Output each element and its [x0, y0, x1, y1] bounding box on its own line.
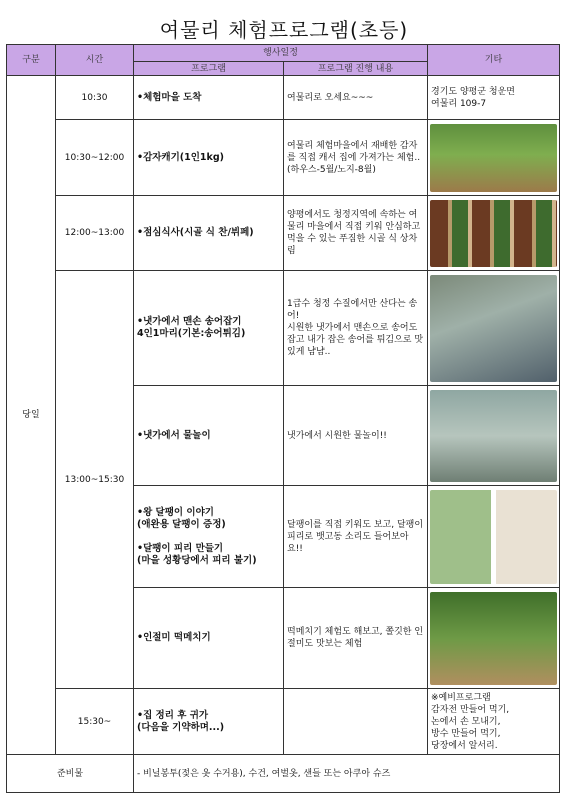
program-cell: •감자캐기(1인1kg)	[134, 120, 284, 196]
photo-cell	[428, 588, 560, 689]
content-cell: 여물리로 오세요~~~	[284, 76, 428, 120]
photo-cell	[428, 271, 560, 386]
snail-photo	[430, 490, 557, 584]
program-cell: •냇가에서 맨손 송어잡기 4인1마리(기본:송어튀김)	[134, 271, 284, 386]
header-progress: 프로그램 진행 내용	[284, 62, 428, 76]
table-row	[7, 76, 560, 120]
schedule-table	[6, 44, 560, 793]
water-play-photo	[430, 390, 557, 482]
etc-cell: 경기도 양평군 청운면 여물리 109-7	[428, 76, 560, 120]
header-schedule: 행사일정	[134, 45, 428, 62]
time-cell: 10:30~12:00	[56, 120, 134, 196]
program-cell: •집 정리 후 귀가 (다음을 기약하며...)	[134, 689, 284, 755]
potato-harvest-photo	[430, 124, 557, 192]
time-cell: 10:30	[56, 76, 134, 120]
table-row	[7, 689, 560, 755]
content-cell: 달팽이를 직접 키워도 보고, 달팽이 피리로 뱃고동 소리도 들어보아요!!	[284, 486, 428, 588]
content-cell: 양평에서도 청정지역에 속하는 여물리 마을에서 직접 키워 안심하고 먹을 수 있는 푸짐한 시골 식 상차림	[284, 196, 428, 271]
etc-cell: ※예비프로그램 감자전 만들어 먹기, 논에서 손 모내기, 방수 만들어 먹기, 당장에서 알서리.	[428, 689, 560, 755]
content-cell: 냇가에서 시원한 물놀이!!	[284, 386, 428, 486]
header-etc: 기타	[428, 45, 560, 76]
header-category: 구분	[7, 45, 56, 76]
prep-value: - 비닐봉투(젖은 옷 수거용), 수건, 여벌옷, 샌들 또는 아쿠아 슈즈	[134, 755, 560, 793]
rice-cake-pounding-photo	[430, 592, 557, 685]
time-cell: 12:00~13:00	[56, 196, 134, 271]
day-label: 당일	[7, 76, 56, 755]
table-row	[7, 120, 560, 196]
header-time: 시간	[56, 45, 134, 76]
program-cell: •체험마을 도착	[134, 76, 284, 120]
header-program: 프로그램	[134, 62, 284, 76]
time-cell: 13:00~15:30	[56, 271, 134, 689]
program-cell: •점심식사(시골 식 찬/뷔페)	[134, 196, 284, 271]
table-row	[7, 755, 560, 793]
trout-catching-photo	[430, 275, 557, 382]
photo-cell	[428, 196, 560, 271]
page-title: 여물리 체험프로그램(초등)	[159, 18, 409, 42]
table-row	[7, 271, 560, 386]
content-cell: 여물리 체험마을에서 재배한 감자를 직접 캐서 집에 가져가는 체험.. (하우스-5월/노지-8월)	[284, 120, 428, 196]
photo-cell	[428, 386, 560, 486]
program-cell: •냇가에서 물놀이	[134, 386, 284, 486]
program-cell: •인절미 떡메치기	[134, 588, 284, 689]
prep-label: 준비물	[7, 755, 134, 793]
content-cell: 떡메치기 체험도 해보고, 쫄깃한 인절미도 맛보는 체험	[284, 588, 428, 689]
lunch-food-photo	[430, 200, 557, 267]
program-cell: •왕 달팽이 이야기 (애완용 달팽이 증정) •달팽이 피리 만들기 (마을 성황당에서 피리 불기)	[134, 486, 284, 588]
content-cell	[284, 689, 428, 755]
photo-cell	[428, 120, 560, 196]
content-cell: 1급수 청정 수질에서만 산다는 송어! 시원한 냇가에서 맨손으로 송어도 잡고 내가 잡은 송어를 튀김으로 맛있게 냠냠..	[284, 271, 428, 386]
photo-cell	[428, 486, 560, 588]
table-row	[7, 196, 560, 271]
time-cell: 15:30~	[56, 689, 134, 755]
